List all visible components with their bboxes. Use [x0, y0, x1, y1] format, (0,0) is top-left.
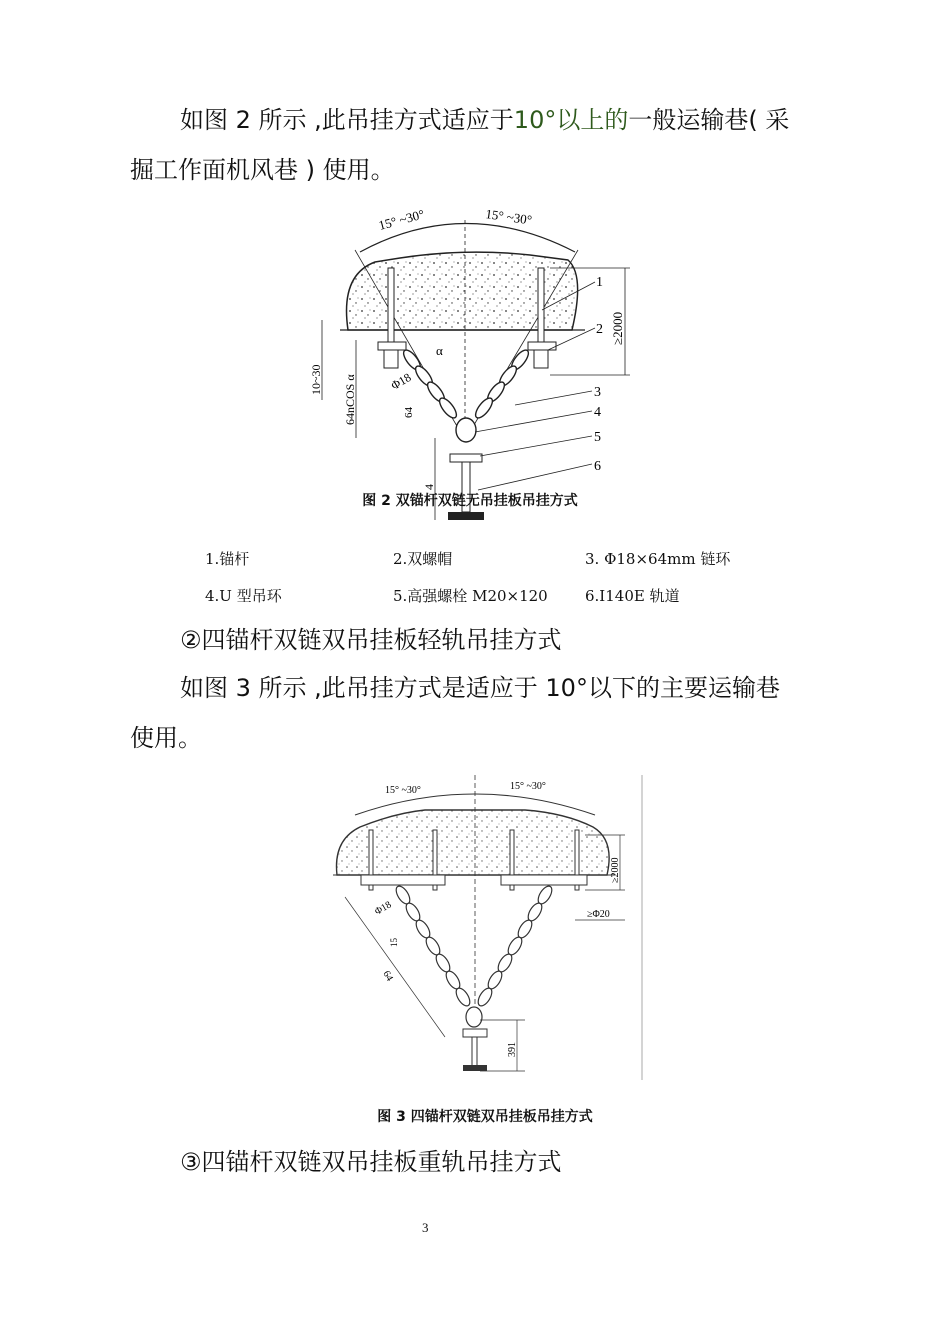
callout-3: 3 [594, 385, 601, 400]
figure-2-caption: 图 2 双锚杆双链无吊挂板吊挂方式 [362, 493, 578, 509]
paragraph-2-line-2: 使用。 [130, 724, 202, 752]
fig3-dim-bottom: 391 [507, 1042, 518, 1057]
legend-item-2: 2.双螺帽 [393, 550, 453, 568]
dim-2000: ≥2000 [610, 311, 625, 345]
paragraph-1-highlight: 10°以上的 [513, 106, 629, 134]
fig3-dim-l: 15 [389, 938, 399, 947]
dim-10-30: 10~30 [309, 364, 323, 395]
fig3-dim-64: 64 [380, 969, 395, 984]
section-heading-2: ②四锚杆双链双吊挂板轻轨吊挂方式 [180, 626, 562, 654]
paragraph-1-line-1 [180, 92, 789, 148]
legend-item-4: 4.U 型吊环 [205, 587, 282, 605]
legend-item-3: 3. Φ18×64mm 链环 [585, 550, 731, 568]
fig3-angle-right: 15° ~30° [510, 781, 546, 792]
dim-bottom: 4 [422, 484, 436, 490]
rock-mass-3 [336, 810, 609, 875]
callout-2: 2 [596, 322, 603, 337]
angle-right-label: 15° ~30° [484, 206, 533, 228]
paragraph-1-text-b: 一般运输巷( 采 [628, 106, 790, 134]
section-heading-3: ③四锚杆双链双吊挂板重轨吊挂方式 [180, 1148, 562, 1176]
legend-item-1: 1.锚杆 [205, 550, 250, 568]
fig3-dim-2000: ≥2000 [610, 857, 621, 883]
figure-3-caption: 图 3 四锚杆双链双吊挂板吊挂方式 [377, 1109, 593, 1125]
callout-4: 4 [594, 405, 601, 420]
legend-item-6: 6.I140E 轨道 [585, 587, 680, 605]
paragraph-1-text-a: 如图 2 所示 ,此吊挂方式适应于 [180, 106, 514, 134]
paragraph-1-line-2: 掘工作面机风巷 ) 使用。 [130, 156, 395, 184]
legend-item-5: 5.高强螺栓 M20×120 [393, 587, 548, 605]
callout-6: 6 [594, 459, 601, 474]
page-number: 3 [422, 1220, 429, 1235]
dim-64: 64nCOS α [343, 374, 357, 425]
callout-1: 1 [596, 275, 603, 290]
figure-3-diagram [325, 775, 645, 1080]
figure-2-diagram [300, 200, 645, 530]
fig3-dim-phi20: ≥Φ20 [587, 909, 610, 920]
angle-left-label: 15° ~30° [376, 206, 426, 233]
dim-l: 64 [403, 407, 415, 418]
callout-5: 5 [594, 430, 601, 445]
fig3-angle-left: 15° ~30° [385, 785, 421, 796]
alpha-label: α [436, 343, 443, 358]
paragraph-2-line-1: 如图 3 所示 ,此吊挂方式是适应于 10°以下的主要运输巷 [180, 674, 780, 702]
dim-phi18: Φ18 [388, 370, 414, 393]
fig3-dim-phi18: Φ18 [373, 899, 394, 918]
